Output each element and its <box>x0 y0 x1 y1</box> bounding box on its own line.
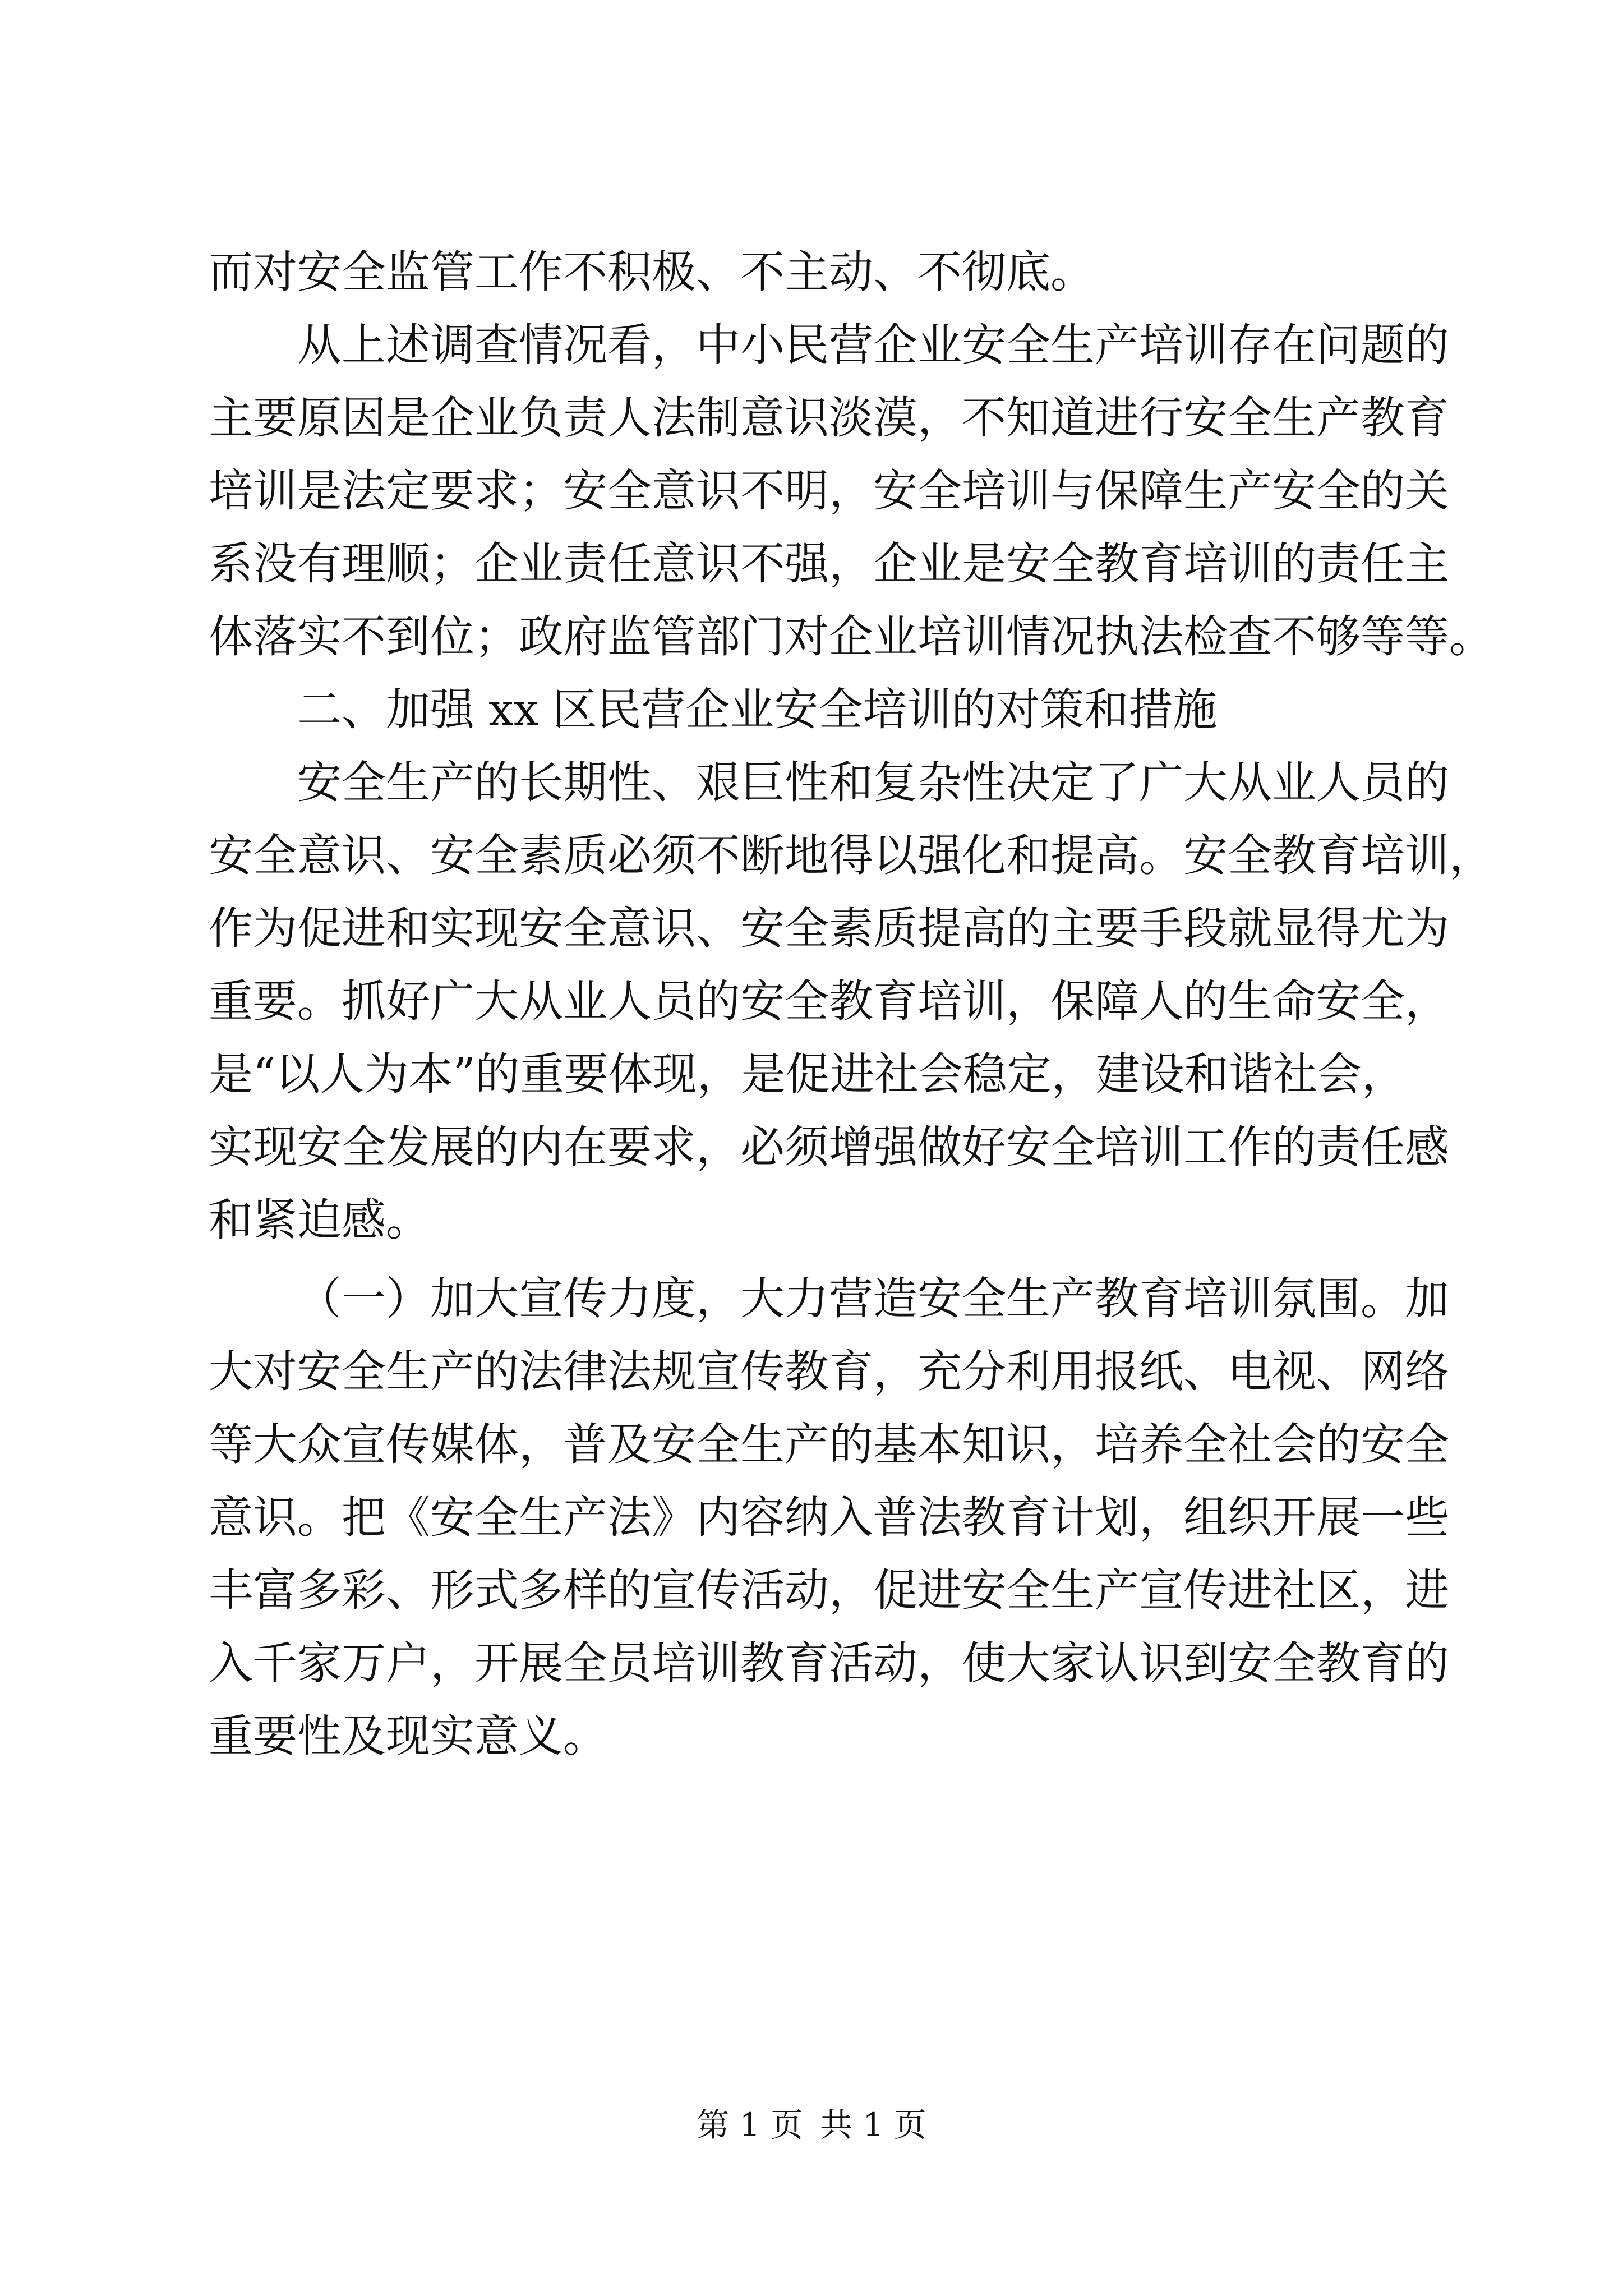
text-line: 意识。把《安全生产法》内容纳入普法教育计划，组织开展一些 <box>209 1492 1449 1543</box>
text-line: 而对安全监管工作不积极、不主动、不彻底。 <box>209 246 1095 298</box>
text-line: 是“以人为本”的重要体现，是促进社会稳定，建设和谐社会， <box>209 1048 1406 1100</box>
page-total: 共 1 页 <box>820 2106 926 2144</box>
page-footer <box>0 2102 1623 2147</box>
text-line: 安全意识、安全素质必须不断地得以强化和提高。安全教育培训， <box>209 830 1493 881</box>
text-line: 重要性及现实意义。 <box>209 1710 607 1762</box>
text-line: 主要原因是企业负责人法制意识淡漠，不知道进行安全生产教育 <box>209 392 1449 444</box>
text-line: 作为促进和实现安全意识、安全素质提高的主要手段就显得尤为 <box>209 903 1449 954</box>
text-line: 入千家万户，开展全员培训教育活动，使大家认识到安全教育的 <box>209 1637 1449 1689</box>
text-line: 系没有理顺；企业责任意识不强，企业是安全教育培训的责任主 <box>209 538 1449 590</box>
page-number: 第 1 页 <box>697 2106 803 2144</box>
text-line: 从上述调查情况看，中小民营企业安全生产培训存在问题的 <box>297 319 1449 371</box>
text-line: 等大众宣传媒体，普及安全生产的基本知识，培养全社会的安全 <box>209 1419 1449 1470</box>
text-line: 重要。抓好广大从业人员的安全教育培训，保障人的生命安全， <box>209 976 1449 1027</box>
text-line: 大对安全生产的法律法规宣传教育，充分利用报纸、电视、网络 <box>209 1346 1449 1397</box>
section-heading: 二、加强 xx 区民营企业安全培训的对策和措施 <box>297 684 1218 735</box>
text-line: 丰富多彩、形式多样的宣传活动，促进安全生产宣传进社区，进 <box>209 1565 1449 1616</box>
text-line: 实现安全发展的内在要求，必须增强做好安全培训工作的责任感 <box>209 1121 1449 1173</box>
text-line: 和紧迫感。 <box>209 1194 430 1246</box>
text-line: 体落实不到位；政府监管部门对企业培训情况执法检查不够等等。 <box>209 611 1493 662</box>
text-line: 安全生产的长期性、艰巨性和复杂性决定了广大从业人员的 <box>297 757 1449 808</box>
text-line: 培训是法定要求；安全意识不明，安全培训与保障生产安全的关 <box>209 465 1449 517</box>
subsection-heading-line: （一）加大宣传力度，大力营造安全生产教育培训氛围。加 <box>297 1273 1449 1324</box>
